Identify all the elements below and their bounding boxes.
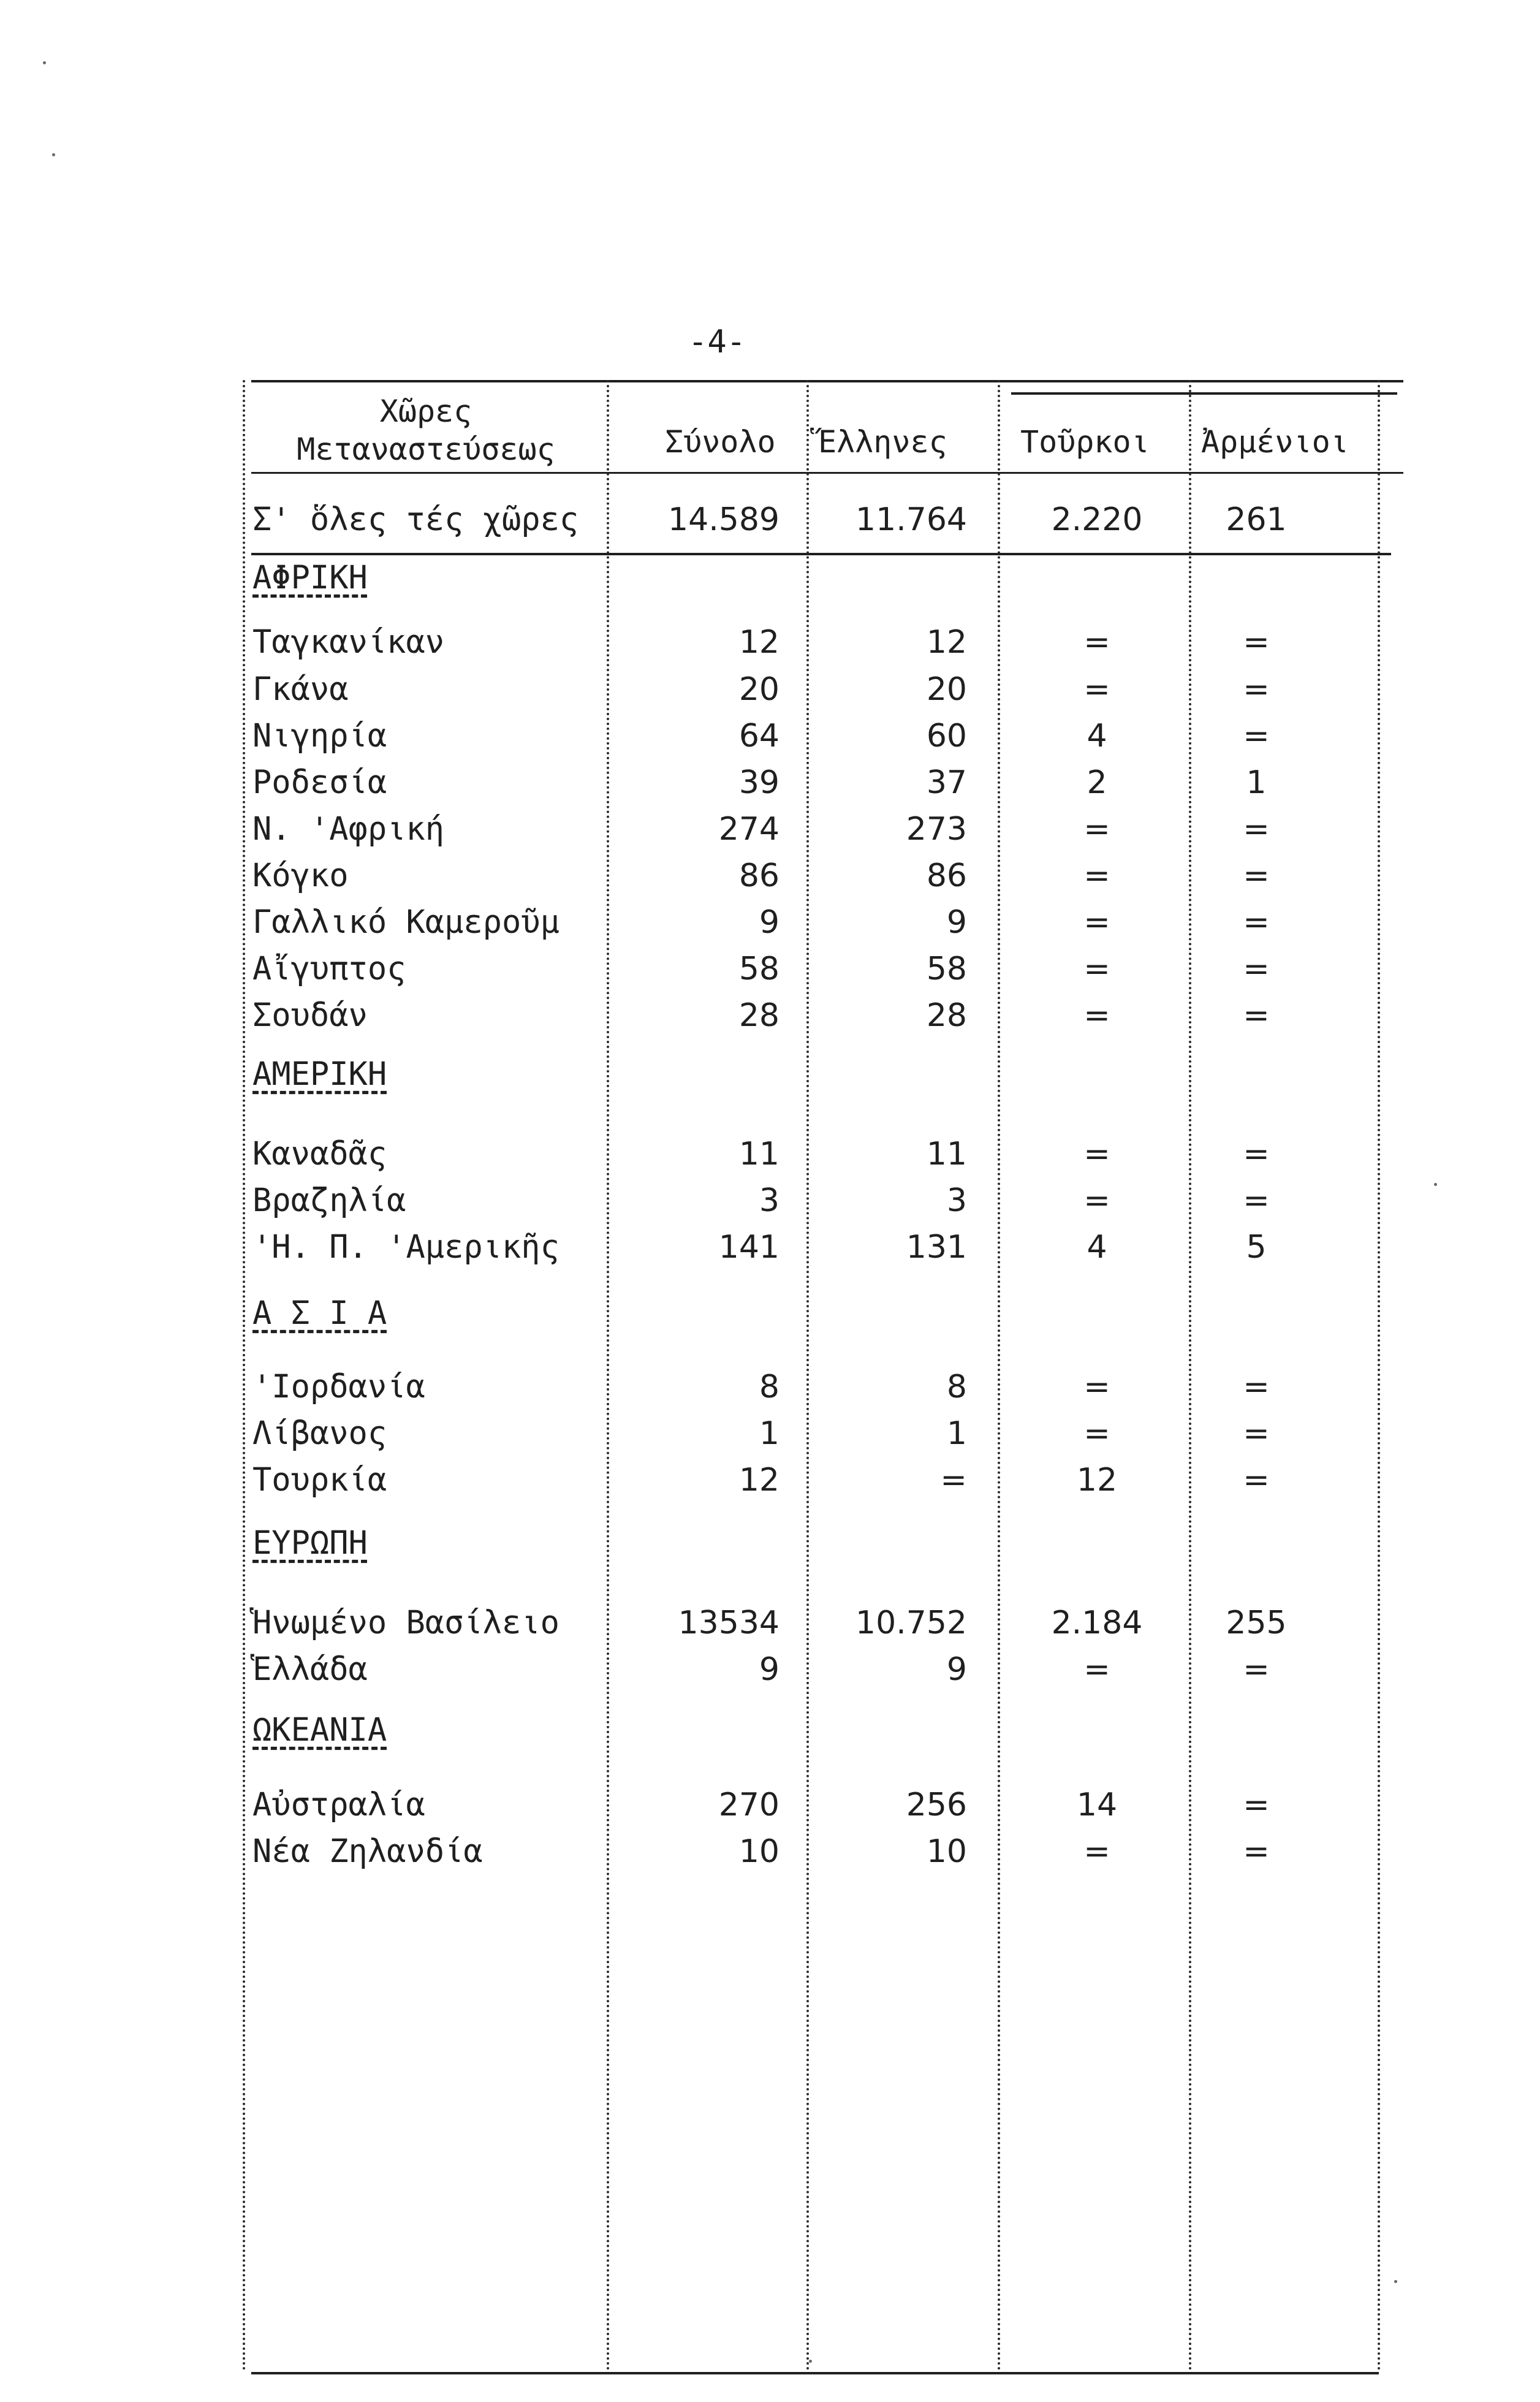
armenians-value: = bbox=[1243, 671, 1270, 708]
total-value: 3 bbox=[759, 1182, 779, 1219]
greeks-value: 12 bbox=[926, 624, 967, 661]
greeks-value: 1 bbox=[946, 1415, 967, 1452]
greeks-value: 256 bbox=[906, 1787, 967, 1823]
country-name: Αἴγυπτος bbox=[252, 951, 406, 987]
country-name: Λίβανος bbox=[252, 1415, 387, 1452]
table-row bbox=[0, 853, 1540, 899]
country-name: Ν. 'Αφρική bbox=[252, 811, 445, 848]
country-name: Καναδᾶς bbox=[252, 1136, 387, 1172]
turks-value: = bbox=[1083, 857, 1110, 894]
total-value: 9 bbox=[759, 1651, 779, 1688]
total-value: 10 bbox=[738, 1833, 779, 1870]
scan-speck bbox=[1434, 1183, 1437, 1186]
table-row bbox=[0, 759, 1540, 806]
country-name: Γαλλικό Καμεροῦμ bbox=[252, 904, 559, 941]
country-name: Γκάνα bbox=[252, 671, 349, 708]
totals-total: 14.589 bbox=[668, 501, 779, 538]
total-value: 86 bbox=[738, 857, 779, 894]
total-value: 9 bbox=[759, 904, 779, 941]
turks-value: 4 bbox=[1087, 1229, 1107, 1266]
totals-turks: 2.220 bbox=[1051, 501, 1143, 538]
total-value: 64 bbox=[738, 718, 779, 754]
armenians-value: = bbox=[1243, 1787, 1270, 1823]
turks-value: = bbox=[1083, 671, 1110, 708]
header-countries-line1: Χῶρες bbox=[379, 393, 472, 429]
country-name: Τουρκία bbox=[252, 1462, 387, 1499]
armenians-value: 255 bbox=[1226, 1605, 1287, 1641]
greeks-value: 37 bbox=[926, 764, 967, 801]
armenians-value: = bbox=[1243, 1415, 1270, 1452]
table-row bbox=[0, 946, 1540, 992]
country-name: Βραζηλία bbox=[252, 1182, 406, 1219]
armenians-value: = bbox=[1243, 718, 1270, 754]
header-greeks: Ἕλληνες bbox=[818, 424, 947, 460]
greeks-value: 20 bbox=[926, 671, 967, 708]
table-bottom-rule bbox=[251, 2372, 1379, 2374]
turks-value: = bbox=[1083, 1651, 1110, 1688]
header-turks: Τοῦρκοι bbox=[1020, 424, 1150, 460]
armenians-value: = bbox=[1243, 1462, 1270, 1499]
total-value: 12 bbox=[738, 1462, 779, 1499]
turks-value: = bbox=[1083, 1415, 1110, 1452]
table-row bbox=[0, 1410, 1540, 1457]
greeks-value: 28 bbox=[926, 997, 967, 1034]
country-name: Ἑλλάδα bbox=[252, 1651, 368, 1688]
turks-value: 2 bbox=[1087, 764, 1107, 801]
section-label: ΩΚΕΑΝΙΑ bbox=[252, 1712, 387, 1749]
header-countries-line2: Μεταναστεύσεως bbox=[297, 431, 555, 467]
country-name: 'Η. Π. 'Αμερικῆς bbox=[252, 1229, 559, 1266]
total-value: 270 bbox=[718, 1787, 779, 1823]
table-row bbox=[0, 992, 1540, 1039]
table-row bbox=[0, 1224, 1540, 1271]
scan-speck bbox=[43, 61, 46, 64]
table-row bbox=[0, 899, 1540, 946]
country-name: Ἡνωμένο Βασίλειο bbox=[252, 1605, 559, 1641]
turks-value: = bbox=[1083, 1182, 1110, 1219]
country-name: Σουδάν bbox=[252, 997, 368, 1034]
country-name: Ροδεσία bbox=[252, 764, 387, 801]
section-label: ΕΥΡΩΠΗ bbox=[252, 1525, 368, 1562]
table-row bbox=[0, 666, 1540, 713]
table-row bbox=[0, 1457, 1540, 1503]
table-row bbox=[0, 806, 1540, 853]
greeks-value: 9 bbox=[946, 1651, 967, 1688]
total-value: 20 bbox=[738, 671, 779, 708]
greeks-value: 10 bbox=[926, 1833, 967, 1870]
turks-value: = bbox=[1083, 624, 1110, 661]
greeks-value: 131 bbox=[906, 1229, 967, 1266]
scan-speck bbox=[52, 153, 55, 156]
section-label: ΑΦΡΙΚΗ bbox=[252, 560, 368, 596]
turks-value: 2.184 bbox=[1051, 1605, 1143, 1641]
header-armenians: Ἀρμένιοι bbox=[1201, 424, 1349, 460]
armenians-value: = bbox=[1243, 1182, 1270, 1219]
turks-value: = bbox=[1083, 811, 1110, 848]
country-name: Αὐστραλία bbox=[252, 1787, 425, 1823]
country-name: Νέα Ζηλανδία bbox=[252, 1833, 483, 1870]
turks-value: = bbox=[1083, 997, 1110, 1034]
total-value: 58 bbox=[738, 951, 779, 987]
table-row bbox=[0, 1364, 1540, 1410]
table-row bbox=[0, 1782, 1540, 1828]
armenians-value: = bbox=[1243, 1369, 1270, 1405]
table-row bbox=[0, 619, 1540, 666]
armenians-value: 5 bbox=[1246, 1229, 1267, 1266]
total-value: 39 bbox=[738, 764, 779, 801]
scan-speck bbox=[809, 2360, 812, 2363]
armenians-value: = bbox=[1243, 1136, 1270, 1172]
total-value: 274 bbox=[718, 811, 779, 848]
total-value: 8 bbox=[759, 1369, 779, 1405]
table-row bbox=[0, 713, 1540, 759]
armenians-value: 1 bbox=[1246, 764, 1267, 801]
turks-value: = bbox=[1083, 904, 1110, 941]
armenians-value: = bbox=[1243, 997, 1270, 1034]
table-row bbox=[0, 1177, 1540, 1224]
greeks-value: 3 bbox=[946, 1182, 967, 1219]
total-value: 28 bbox=[738, 997, 779, 1034]
total-value: 13534 bbox=[678, 1605, 779, 1641]
section-label: ΑΜΕΡΙΚΗ bbox=[252, 1056, 387, 1093]
turks-value: 4 bbox=[1087, 718, 1107, 754]
turks-value: 14 bbox=[1076, 1787, 1118, 1823]
header-total: Σύνολο bbox=[665, 424, 776, 460]
greeks-value: 86 bbox=[926, 857, 967, 894]
greeks-value: 11 bbox=[926, 1136, 967, 1172]
totals-row bbox=[0, 496, 1540, 543]
country-name: Κόγκο bbox=[252, 857, 349, 894]
table-row bbox=[0, 1600, 1540, 1646]
table-row bbox=[0, 1131, 1540, 1177]
page-number: -4- bbox=[688, 324, 746, 360]
greeks-value: 9 bbox=[946, 904, 967, 941]
table-top-rule-right bbox=[1011, 392, 1397, 395]
country-name: 'Ιορδανία bbox=[252, 1369, 425, 1405]
armenians-value: = bbox=[1243, 904, 1270, 941]
turks-value: 12 bbox=[1076, 1462, 1118, 1499]
country-name: Ταγκανίκαν bbox=[252, 624, 445, 661]
totals-greeks: 11.764 bbox=[855, 501, 967, 538]
section-row bbox=[0, 1520, 1540, 1567]
total-value: 141 bbox=[718, 1229, 779, 1266]
greeks-value: 58 bbox=[926, 951, 967, 987]
armenians-value: = bbox=[1243, 857, 1270, 894]
armenians-value: = bbox=[1243, 1833, 1270, 1870]
greeks-value: = bbox=[940, 1462, 967, 1499]
table-row bbox=[0, 1646, 1540, 1693]
turks-value: = bbox=[1083, 1136, 1110, 1172]
armenians-value: = bbox=[1243, 811, 1270, 848]
section-row bbox=[0, 1051, 1540, 1098]
country-name: Νιγηρία bbox=[252, 718, 387, 754]
greeks-value: 8 bbox=[946, 1369, 967, 1405]
greeks-value: 10.752 bbox=[855, 1605, 967, 1641]
greeks-value: 273 bbox=[906, 811, 967, 848]
armenians-value: = bbox=[1243, 1651, 1270, 1688]
scan-speck bbox=[1394, 2280, 1397, 2283]
greeks-value: 60 bbox=[926, 718, 967, 754]
totals-label: Σ' ὅλες τές χῶρες bbox=[252, 501, 579, 538]
total-value: 11 bbox=[738, 1136, 779, 1172]
section-row bbox=[0, 555, 1540, 601]
turks-value: = bbox=[1083, 1369, 1110, 1405]
total-value: 12 bbox=[738, 624, 779, 661]
section-row bbox=[0, 1290, 1540, 1337]
total-value: 1 bbox=[759, 1415, 779, 1452]
section-label: Α Σ Ι Α bbox=[252, 1295, 387, 1332]
armenians-value: = bbox=[1243, 951, 1270, 987]
header-bottom-rule bbox=[251, 472, 1403, 474]
table-top-rule bbox=[251, 380, 1403, 382]
table-row bbox=[0, 1828, 1540, 1875]
armenians-value: = bbox=[1243, 624, 1270, 661]
totals-armenians: 261 bbox=[1226, 501, 1287, 538]
section-row bbox=[0, 1707, 1540, 1754]
turks-value: = bbox=[1083, 951, 1110, 987]
turks-value: = bbox=[1083, 1833, 1110, 1870]
header-countries bbox=[245, 392, 607, 468]
